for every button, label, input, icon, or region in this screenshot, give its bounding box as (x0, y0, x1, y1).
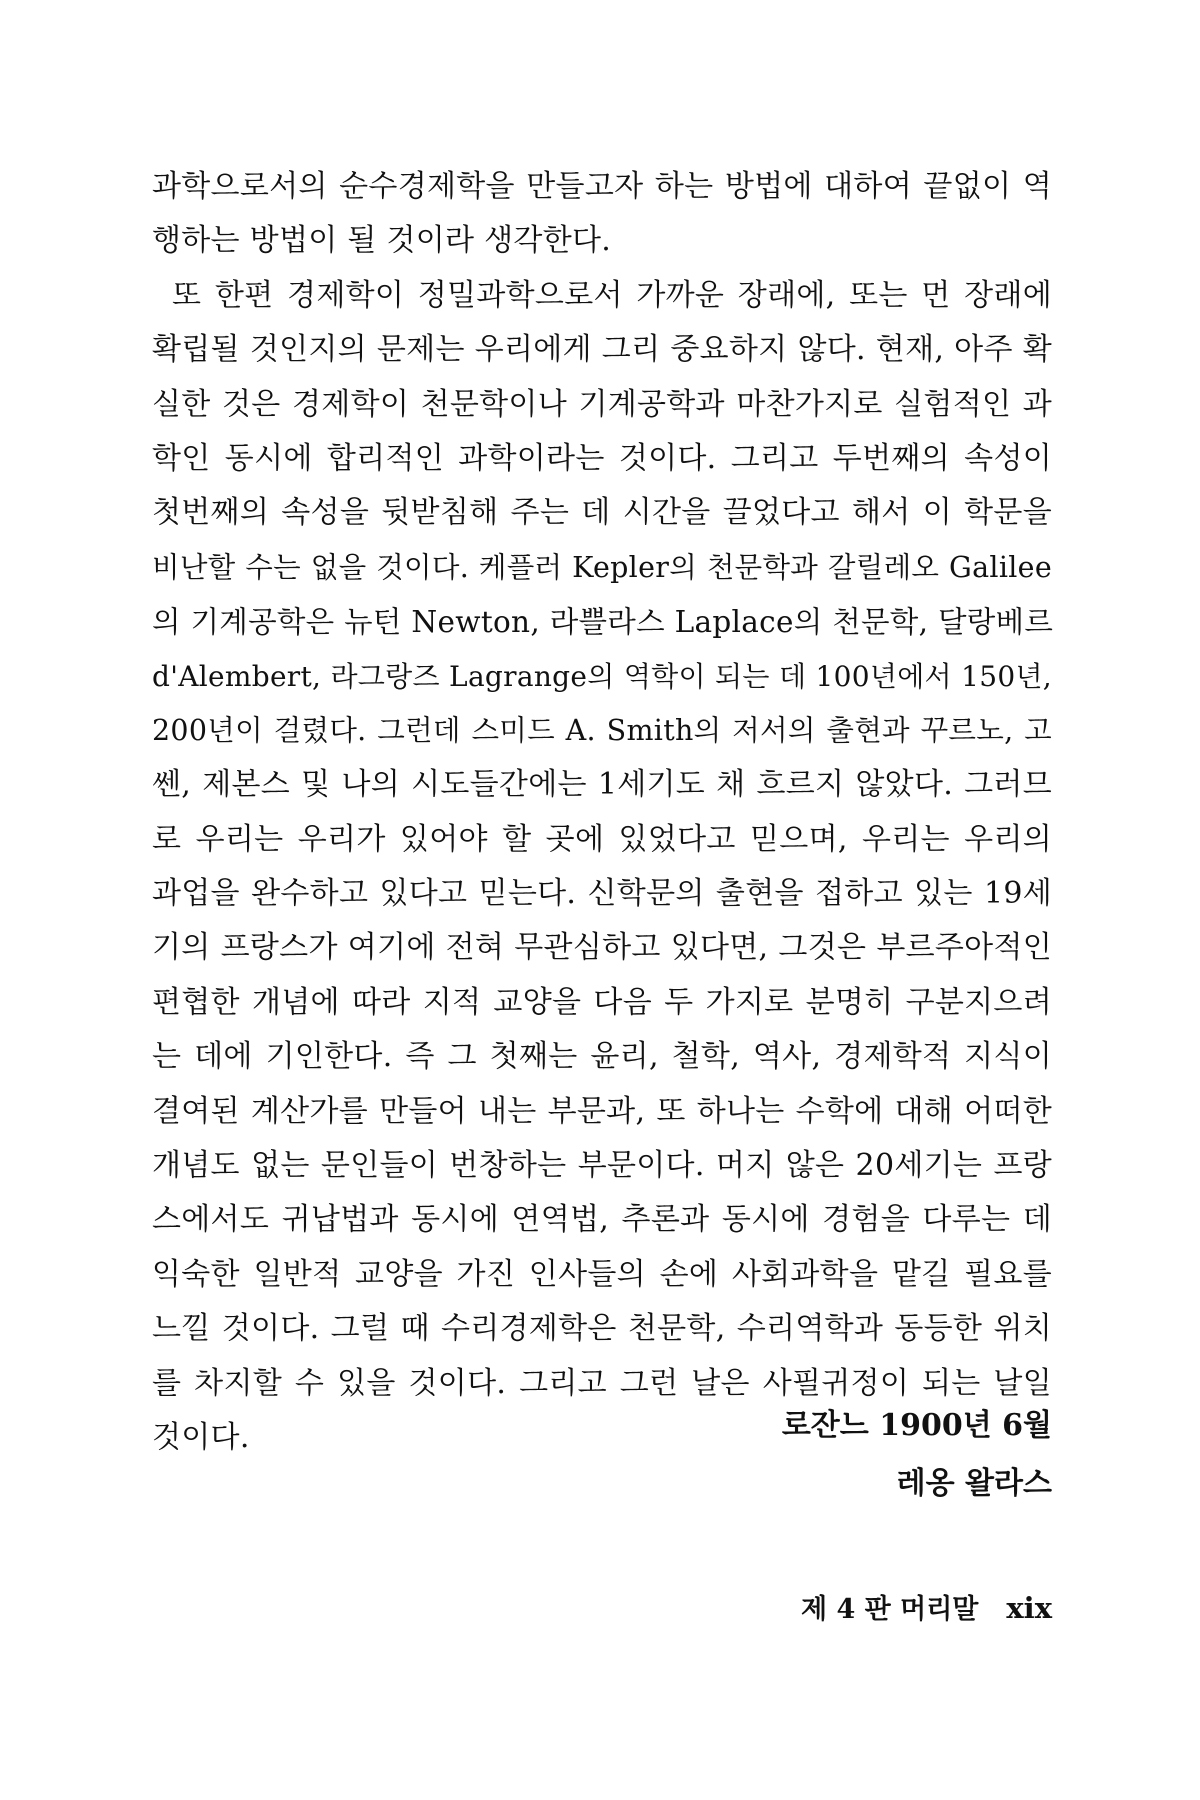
text-line: 의 기계공학은 뉴턴 Newton, 라쁠라스 Laplace의 천문학, 달랑베르 (152, 605, 1054, 640)
text-line: 기의 프랑스가 여기에 전혀 무관심하고 있다면, 그것은 부르주아적인 (152, 930, 1052, 966)
text-line: 것이다. (152, 1419, 250, 1455)
page-number: xix (1006, 1591, 1052, 1625)
text-line: 확립될 것인지의 문제는 우리에게 그리 중요하지 않다. 현재, 아주 확 (152, 332, 1052, 368)
text-line: 스에서도 귀납법과 동시에 연역법, 추론과 동시에 경험을 다루는 데 (152, 1202, 1052, 1238)
text-line: 쎈, 제본스 및 나의 시도들간에는 1세기도 채 흐르지 않았다. 그러므 (152, 767, 1052, 803)
text-line: 학인 동시에 합리적인 과학이라는 것이다. 그리고 두번째의 속성이 (152, 440, 1052, 476)
text-line: 행하는 방법이 될 것이라 생각한다. (152, 223, 612, 259)
text-line: 느낄 것이다. 그럴 때 수리경제학은 천문학, 수리역학과 동등한 위치 (152, 1311, 1052, 1347)
place-date: 로잔느 1900년 6월 (781, 1408, 1052, 1443)
text-line: 편협한 개념에 따라 지적 교양을 다음 두 가지로 분명히 구분지으려 (152, 984, 1052, 1020)
text-line: 과업을 완수하고 있다고 믿는다. 신학문의 출현을 접하고 있는 19세 (152, 876, 1052, 912)
text-line: 개념도 없는 문인들이 번창하는 부문이다. 머지 않은 20세기는 프랑 (152, 1148, 1052, 1184)
signature-block (782, 1397, 1052, 1513)
text-line: 결여된 계산가를 만들어 내는 부문과, 또 하나는 수학에 대해 어떠한 (152, 1093, 1052, 1129)
page-footer (801, 1587, 1052, 1626)
text-line: 를 차지할 수 있을 것이다. 그리고 그런 날은 사필귀정이 되는 날일 (152, 1365, 1052, 1401)
text-line: 또 한편 경제학이 정밀과학으로서 가까운 장래에, 또는 먼 장래에 (172, 277, 1052, 313)
text-line: 비난할 수는 없을 것이다. 케플러 Kepler의 천문학과 갈릴레오 Galilee (152, 550, 1052, 584)
running-title: 제 4 판 머리말 (800, 1594, 979, 1625)
text-line: d'Alembert, 라그랑즈 Lagrange의 역학이 되는 데 100년에서 150년, (152, 659, 1052, 693)
text-line: 과학으로서의 순수경제학을 만들고자 하는 방법에 대하여 끝없이 역 (152, 169, 1052, 204)
text-line: 는 데에 기인한다. 즉 그 첫째는 윤리, 철학, 역사, 경제학적 지식이 (152, 1039, 1052, 1075)
text-line: 200년이 걸렸다. 그런데 스미드 A. Smith의 저서의 출현과 꾸르노, 고 (152, 713, 1052, 747)
author-name: 레옹 왈라스 (896, 1466, 1052, 1501)
text-line: 첫번째의 속성을 뒷받침해 주는 데 시간을 끌었다고 해서 이 학문을 (152, 495, 1052, 531)
body-text (152, 160, 1052, 1465)
text-line: 익숙한 일반적 교양을 가진 인사들의 손에 사회과학을 맡길 필요를 (152, 1256, 1052, 1292)
text-line: 실한 것은 경제학이 천문학이나 기계공학과 마찬가지로 실험적인 과 (152, 386, 1052, 422)
text-line: 로 우리는 우리가 있어야 할 곳에 있었다고 믿으며, 우리는 우리의 (152, 821, 1052, 857)
